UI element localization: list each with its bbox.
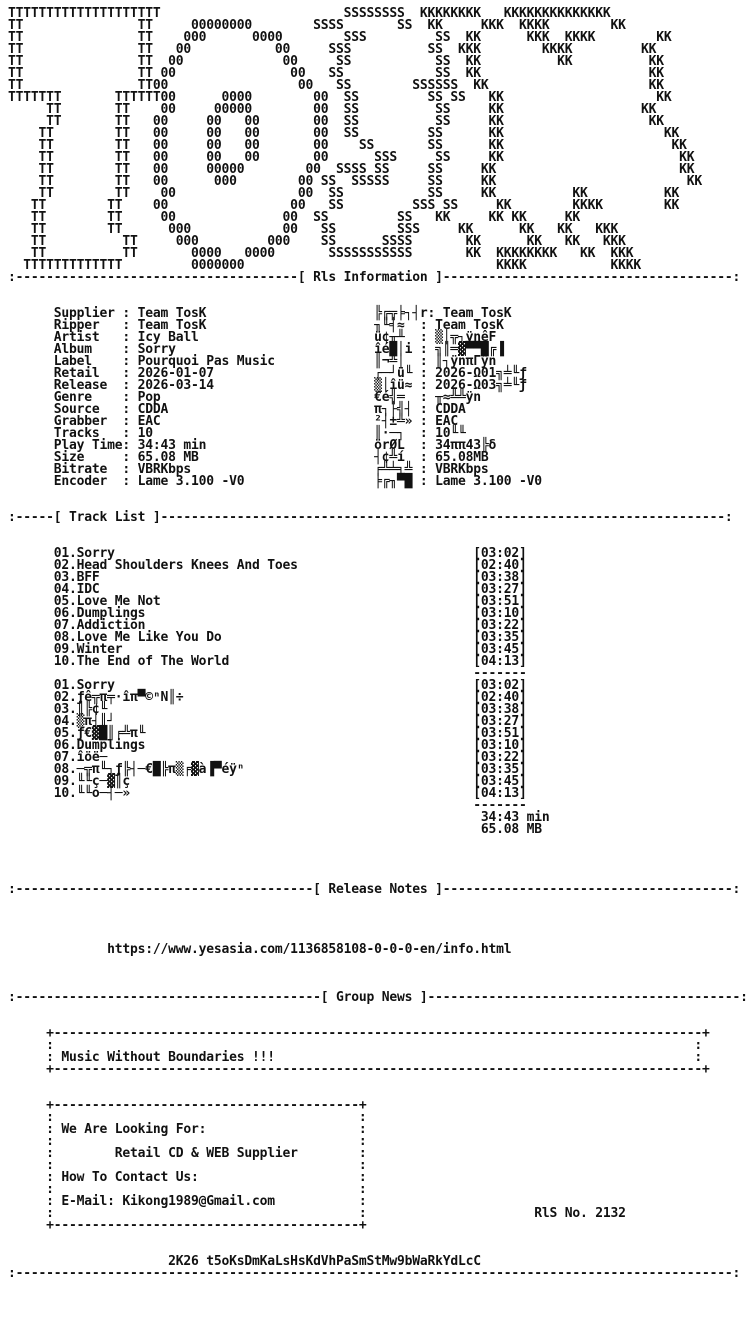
blank-line <box>8 968 672 980</box>
banner-line: TT TT 00 00 SS SSS SS KK KKKK KK <box>8 198 680 213</box>
blank-line <box>8 1004 672 1016</box>
rls-info-row: Retail : 2026-01-07 ┌─┘ü╙ : 2026-Ω01╗╧╙ƒ <box>8 366 527 381</box>
banner-line: TTTTTTTTTTTTTTTTTTTT SSSSSSSS KKKKKKKK KKKKKKKKKKKKKK <box>8 6 611 21</box>
banner-line: TT TT 000 000 SS SSSS KK KK KK KKK <box>8 234 626 249</box>
track-row: 01.Sorry [03:02] <box>8 546 527 561</box>
banner-line: TT TT 00 00 SS SS KK KK <box>8 66 664 81</box>
contact-box-side: : : <box>8 1110 367 1125</box>
banner-line: TT TT 00 00 00 00 SS SS KK KK <box>8 126 680 141</box>
banner-line: TT TT 00 00 SSS SS KKK KKKK KK <box>8 42 657 57</box>
rls-info-row: Supplier : Team TosK ╠╔╦╞┐┤r: Team TosK <box>8 306 512 321</box>
banner-line: TT TT 00 000 00 SS SSSSS SS KK KK <box>8 174 703 189</box>
track-row-alt: 01.Sorry [03:02] <box>8 678 527 693</box>
blank-line <box>8 908 672 920</box>
track-row-alt: 05.ƒ€▓█║╒╩π╙ [03:51] <box>8 726 527 741</box>
rls-info-row: Album : Sorry îé█│i : ╗║═▓▀▀█╔▐ <box>8 342 504 357</box>
release-notes-header: :---------------------------------------[ Release Notes ]--------------------------------------: <box>8 882 741 897</box>
banner-line: TT TT 00 00 00 00 SS SS KK KK <box>8 114 664 129</box>
footer-tag: 2K26 t5oKsDmKaLsHsKdVhPaSmStMw9bWaRkYdLcC <box>8 1254 481 1269</box>
rls-info-header: :-------------------------------------[ Rls Information ]--------------------------------------: <box>8 270 741 285</box>
news-motto: : Music Without Boundaries !!! : <box>8 1050 703 1065</box>
track-row: 09.Winter [03:45] <box>8 642 527 657</box>
footer-rule: :----------------------------------------------------------------------------------------------: <box>8 1266 741 1281</box>
blank-line <box>8 524 672 536</box>
blank-line <box>8 1076 672 1088</box>
total-size: 65.08 MB <box>8 822 542 837</box>
track-row-alt: 04.▒π┤║┘ [03:27] <box>8 714 527 729</box>
blank-line <box>8 920 672 932</box>
supplier-wanted: : Retail CD & WEB Supplier : <box>8 1146 367 1161</box>
banner-line: TT TT 00 00 SS SS KK KK KK KK <box>8 210 580 225</box>
blank-line <box>8 848 672 860</box>
rls-info-row: Label : Pourquoi Pas Music ║¬╩│ : ║┐ÿnπΓÿn <box>8 354 497 369</box>
track-rule: ------- <box>8 666 527 681</box>
rls-info-row: Play Time: 34:43 min örØL : 34ππ43╠δ <box>8 438 497 453</box>
blank-line <box>8 284 672 296</box>
track-row-alt: 06.Dumplings [03:10] <box>8 738 527 753</box>
track-row-alt: 08.─╦π╙┐ƒ╠┤─€█╠π▒╒▓à▐▀éÿⁿ [03:35] <box>8 762 527 777</box>
rls-info-row: Grabber : EAC ²┤±╩» : EAC <box>8 414 458 429</box>
rls-info-row: Tracks : 10 ║·─┐ : 10╙╙ <box>8 426 466 441</box>
contact-box-side: : : <box>8 1182 367 1197</box>
track-row: 08.Love Me Like You Do [03:35] <box>8 630 527 645</box>
blank-line <box>8 956 672 968</box>
rls-info-row: Encoder : Lame 3.100 -V0 ╞╔╖▀█ : Lame 3.100 -V0 <box>8 474 542 489</box>
rls-info-row: Ripper : Team TosK ╖╙╡≈ : Team TosK <box>8 318 504 333</box>
looking-for: : We Are Looking For: : <box>8 1122 367 1137</box>
blank-line <box>8 896 672 908</box>
track-row-alt: 09.╙╙ç─▓║ç [03:45] <box>8 774 527 789</box>
banner-line: TT TT 000 0000 SSS SS KK KKK KKKK KK <box>8 30 672 45</box>
rls-info-row: Size : 65.08 MB ┤¢╩í : 65.08MB <box>8 450 489 465</box>
rls-info-row: Bitrate : VBRKbps ╒╩╧╕╩ : VBRKbps <box>8 462 489 477</box>
track-row: 10.The End of The World [04:13] <box>8 654 527 669</box>
contact-email: : E-Mail: Kikong1989@Gmail.com : <box>8 1194 367 1209</box>
banner-line: TT TT 00000000 SSSS SS KK KKK KKKK KK <box>8 18 626 33</box>
track-row: 02.Head Shoulders Knees And Toes [02:40] <box>8 558 527 573</box>
contact-box-top: +----------------------------------------+ <box>8 1098 367 1113</box>
track-row: 04.IDC [03:27] <box>8 582 527 597</box>
banner-line: TT TT 00 00 SS SS KK KK KK <box>8 54 664 69</box>
contact-box-side: : : <box>8 1134 367 1149</box>
track-row: 07.Addiction [03:22] <box>8 618 527 633</box>
tracklist-header: :-----[ Track List ]--------------------------------------------------------------------------: <box>8 510 733 525</box>
release-notes-url: https://www.yesasia.com/1136858108-0-0-0-en/info.html <box>8 942 512 957</box>
banner-line: TT TT 00 00 SS SS KK KK KK <box>8 186 680 201</box>
track-row: 05.Love Me Not [03:51] <box>8 594 527 609</box>
blank-line <box>8 1232 672 1244</box>
banner-line: TT TT 0000 0000 SSSSSSSSSSS KK KKKKKKKK KK KKK <box>8 246 634 261</box>
contact-box-side: : : <box>8 1158 367 1173</box>
blank-line <box>8 836 672 848</box>
banner-line: TT TT 00 00000 00 SSSS SS SS KK KK <box>8 162 695 177</box>
banner-line: TT TT00 00 SS SSSSSS KK KK <box>8 78 664 93</box>
banner-line: TT TT 00 00 00 00 SS SS KK KK <box>8 138 687 153</box>
banner-line: TTTTTTTTTTTTT 0000000 KKKK KKKK <box>8 258 642 273</box>
rls-number: : : RlS No. 2132 <box>8 1206 626 1221</box>
track-row: 03.BFF [03:38] <box>8 570 527 585</box>
group-news-header: :----------------------------------------[ Group News ]-----------------------------------------: <box>8 990 748 1005</box>
track-row: 06.Dumplings [03:10] <box>8 606 527 621</box>
news-box-bottom: +-------------------------------------------------------------------------------------+ <box>8 1062 710 1077</box>
banner-line: TT TT 000 00 SS SSS KK KK KK KKK <box>8 222 619 237</box>
contact-box-bottom: +----------------------------------------+ <box>8 1218 367 1233</box>
blank-line <box>8 488 672 500</box>
track-row-alt: 07.îöë─ [03:22] <box>8 750 527 765</box>
rls-info-row: Genre : Pop €é╣═ : ╥≈╩╩ÿn <box>8 390 481 405</box>
track-row-alt: 02.ƒê╦π╤·îπ▀©ⁿN║÷ [02:40] <box>8 690 527 705</box>
rls-info-row: Release : 2026-03-14 ▒│îü≈ : 2026-Ω03╗╧╙ƒ <box>8 378 527 393</box>
how-to-contact: : How To Contact Us: : <box>8 1170 367 1185</box>
banner-line: TT TT 00 00 00 00 SSS SS KK KK <box>8 150 695 165</box>
rls-info-row: Artist : Icy Ball ü¢╥╨ : ▒│╦┐ÿnêF <box>8 330 497 345</box>
news-box-side: : : <box>8 1038 703 1053</box>
banner-line: TT TT 00 00000 00 SS SS KK KK <box>8 102 657 117</box>
rls-info-row: Source : CDDA π┐├╣┤ : CDDA <box>8 402 466 417</box>
news-box-top: +-------------------------------------------------------------------------------------+ <box>8 1026 710 1041</box>
blank-line <box>8 860 672 872</box>
banner-line: TTTTTTT TTTTTT00 0000 00 SS SS SS KK KK <box>8 90 672 105</box>
track-rule: ------- <box>8 798 527 813</box>
total-time: 34:43 min <box>8 810 550 825</box>
track-row-alt: 10.╙╙o─┤─» [04:13] <box>8 786 527 801</box>
track-row-alt: 03.║╠¢╙ [03:38] <box>8 702 527 717</box>
